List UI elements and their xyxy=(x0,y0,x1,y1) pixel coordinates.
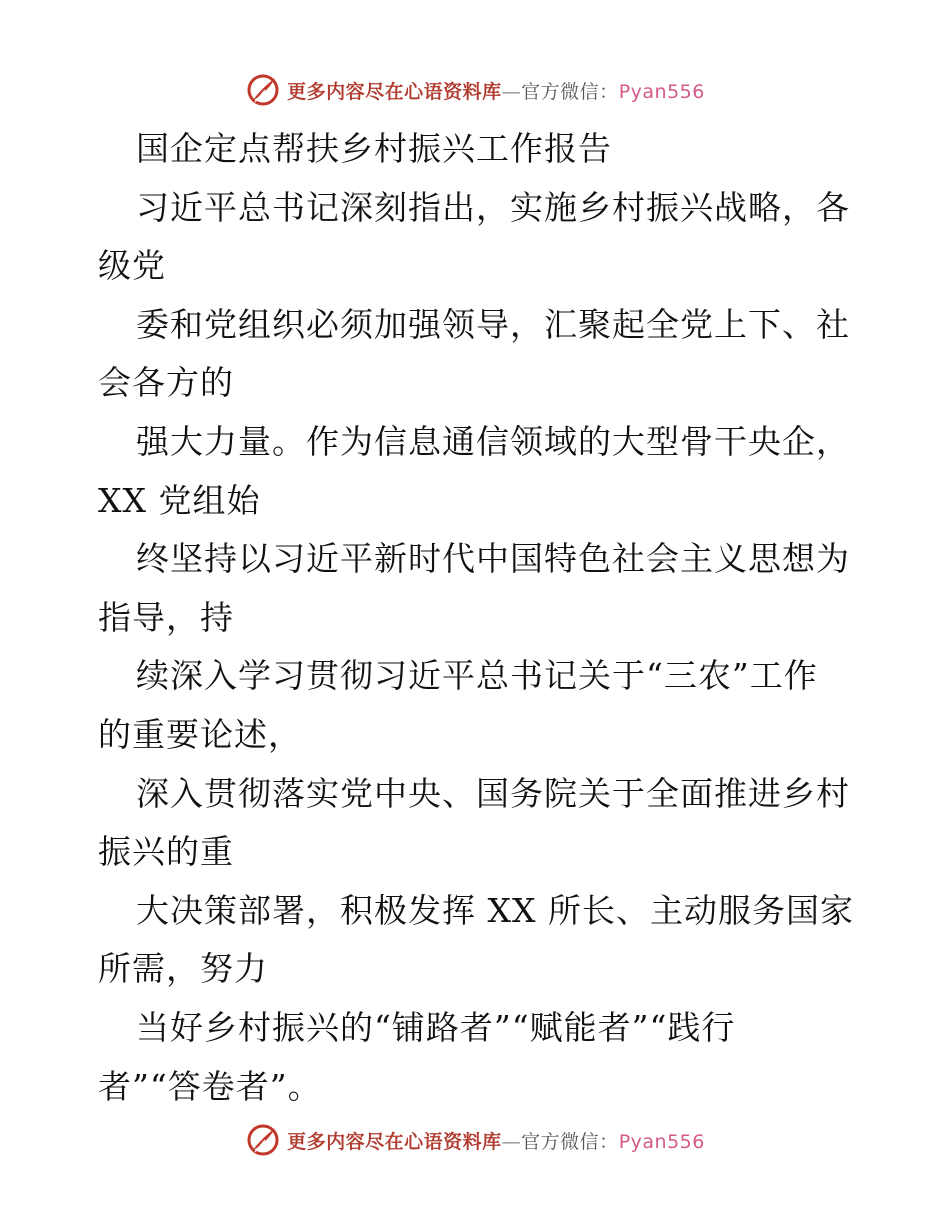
watermark-brand: 更多内容尽在心语资料库 xyxy=(287,80,502,103)
paragraph-line: 大决策部署，积极发挥 XX 所长、主动服务国家 xyxy=(136,890,854,930)
paragraph-line: 级党 xyxy=(98,246,166,286)
watermark-separator: — xyxy=(501,1130,522,1153)
watermark-text xyxy=(287,77,705,104)
paragraph-line: 的重要论述， xyxy=(98,714,302,754)
paragraph-line: 振兴的重 xyxy=(98,832,234,872)
paragraph-line: 者”“答卷者”。 xyxy=(98,1066,322,1106)
feather-seal-icon xyxy=(245,72,281,108)
header-watermark xyxy=(0,70,950,110)
feather-seal-icon xyxy=(245,1122,281,1158)
paragraph-line: 终坚持以习近平新时代中国特色社会主义思想为 xyxy=(136,539,850,579)
paragraph-line: 当好乡村振兴的“铺路者”“赋能者”“践行 xyxy=(136,1007,736,1047)
watermark-wechat-label: 官方微信： xyxy=(521,1130,619,1153)
watermark-brand: 更多内容尽在心语资料库 xyxy=(287,1130,502,1153)
paragraph-line: 会各方的 xyxy=(98,363,234,403)
paragraph-line: 所需，努力 xyxy=(98,949,268,989)
document-title: 国企定点帮扶乡村振兴工作报告 xyxy=(136,129,612,168)
watermark-wechat-label: 官方微信： xyxy=(521,80,619,103)
paragraph-line: 委和党组织必须加强领导，汇聚起全党上下、社 xyxy=(136,304,850,344)
paragraph-line: 强大力量。作为信息通信领域的大型骨干央企， xyxy=(136,421,850,461)
watermark-separator: — xyxy=(501,80,522,103)
watermark-text xyxy=(287,1127,705,1154)
footer-watermark xyxy=(0,1120,950,1160)
paragraph-line: 指导，持 xyxy=(98,597,234,637)
paragraph-line: 续深入学习贯彻习近平总书记关于“三农”工作 xyxy=(136,656,818,696)
watermark-account: Pyan556 xyxy=(618,1130,705,1153)
document-body xyxy=(98,120,858,1116)
paragraph-line: XX 党组始 xyxy=(98,480,261,520)
paragraph-line: 习近平总书记深刻指出，实施乡村振兴战略，各 xyxy=(136,187,850,227)
paragraph-line: 深入贯彻落实党中央、国务院关于全面推进乡村 xyxy=(136,773,850,813)
watermark-account: Pyan556 xyxy=(618,80,705,103)
